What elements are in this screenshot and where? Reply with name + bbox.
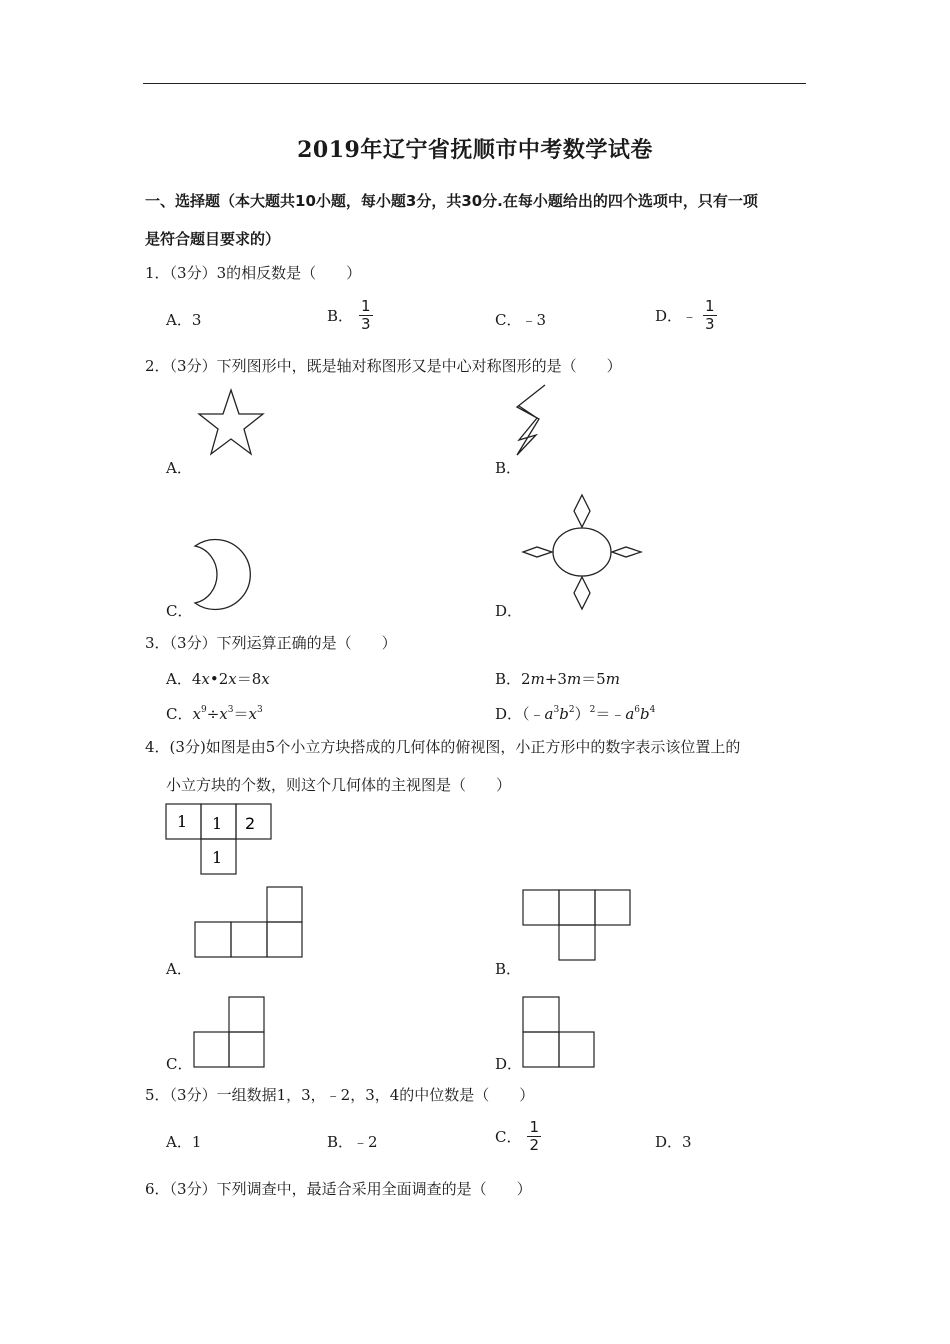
q3-option-d: D．$(﹣a^3b^2)^2=﹣a^6b^4$ (495, 705, 656, 723)
section-heading-line2: 是符合题目要求的） (145, 230, 281, 248)
q2-option-c: C． (166, 602, 193, 620)
q4-stem-line1: 4．(3分)如图是由5个小立方块搭成的几何体的俯视图，小正方形中的数字表示该位置上的 (145, 738, 741, 756)
q1-option-d-fraction (703, 298, 717, 333)
q1-stem: 1．（3分）3的相反数是（ ） (145, 264, 362, 282)
q4-option-c: C． (166, 1055, 193, 1073)
q4-option-a: A． (166, 960, 192, 978)
q6-stem: 6．（3分）下列调查中，最适合采用全面调查的是（ ） (145, 1180, 532, 1198)
q4-option-b: B． (495, 960, 522, 978)
top-view-grid (165, 803, 273, 875)
q2-option-a: A． (166, 459, 192, 477)
q3-a-label: A． (166, 670, 192, 688)
q1-option-b (327, 298, 373, 333)
ellipse-diamonds-figure (520, 493, 645, 611)
q3-c-label: C． (166, 705, 193, 723)
star-figure (195, 388, 265, 460)
grid-cell-3: 2 (245, 814, 256, 833)
q3-b-label: B． (495, 670, 522, 688)
q5-option-c-label: C． (495, 1128, 522, 1146)
q1-option-b-label: B． (327, 307, 354, 325)
q3-option-b: B．2m+3m＝5m (495, 670, 620, 688)
q1-d-numerator: 1 (705, 297, 715, 315)
q5-option-a: A．1 (166, 1133, 202, 1151)
grid-cell-2: 1 (212, 814, 223, 833)
q2-option-b: B． (495, 459, 522, 477)
q4-option-d: D． (495, 1055, 523, 1073)
section-heading-line1: 一、选择题（本大题共10小题，每小题3分，共30分.在每小题给出的四个选项中，只有一项 (145, 192, 758, 210)
q1-b-numerator: 1 (361, 297, 371, 315)
page-title: 2019年辽宁省抚顺市中考数学试卷 (297, 137, 653, 163)
q5-option-c (495, 1119, 541, 1154)
front-view-d (522, 996, 597, 1068)
front-view-b (522, 889, 632, 961)
q5-option-d: D．3 (655, 1133, 692, 1151)
q3-option-a: A．4x•2x＝8x (166, 670, 270, 688)
crescent-figure (188, 537, 260, 612)
q5-stem: 5．（3分）一组数据1，3，﹣2，3，4的中位数是（ ） (145, 1086, 535, 1104)
q4-stem-line2: 小立方块的个数，则这个几何体的主视图是（ ） (166, 776, 512, 794)
q3-d-label: D． (495, 705, 523, 723)
q5-c-denominator: 2 (529, 1136, 540, 1154)
q1-option-d (655, 298, 717, 333)
zigzag-figure (515, 383, 545, 458)
front-view-a (194, 886, 304, 958)
q2-stem: 2．（3分）下列图形中，既是轴对称图形又是中心对称图形的是（ ） (145, 357, 622, 375)
grid-cell-1: 1 (177, 812, 188, 831)
q2-option-d: D． (495, 602, 523, 620)
q5-c-numerator: 1 (529, 1118, 540, 1136)
q3-option-c: C．$x^9\div x^3=x^3$ (166, 705, 263, 723)
q5-option-c-fraction (527, 1119, 541, 1154)
header-rule (143, 83, 806, 84)
grid-cell-4: 1 (212, 848, 223, 867)
q5-option-b: B．﹣2 (327, 1133, 378, 1151)
q3-stem: 3．（3分）下列运算正确的是（ ） (145, 634, 397, 652)
front-view-c (193, 996, 268, 1068)
q1-option-a: A．3 (166, 311, 202, 329)
q1-option-b-fraction (359, 298, 373, 333)
q1-option-c: C．﹣3 (495, 311, 547, 329)
q1-option-d-label: D．﹣ (655, 307, 698, 325)
q1-b-denominator: 3 (361, 315, 371, 333)
q1-d-denominator: 3 (705, 315, 715, 333)
